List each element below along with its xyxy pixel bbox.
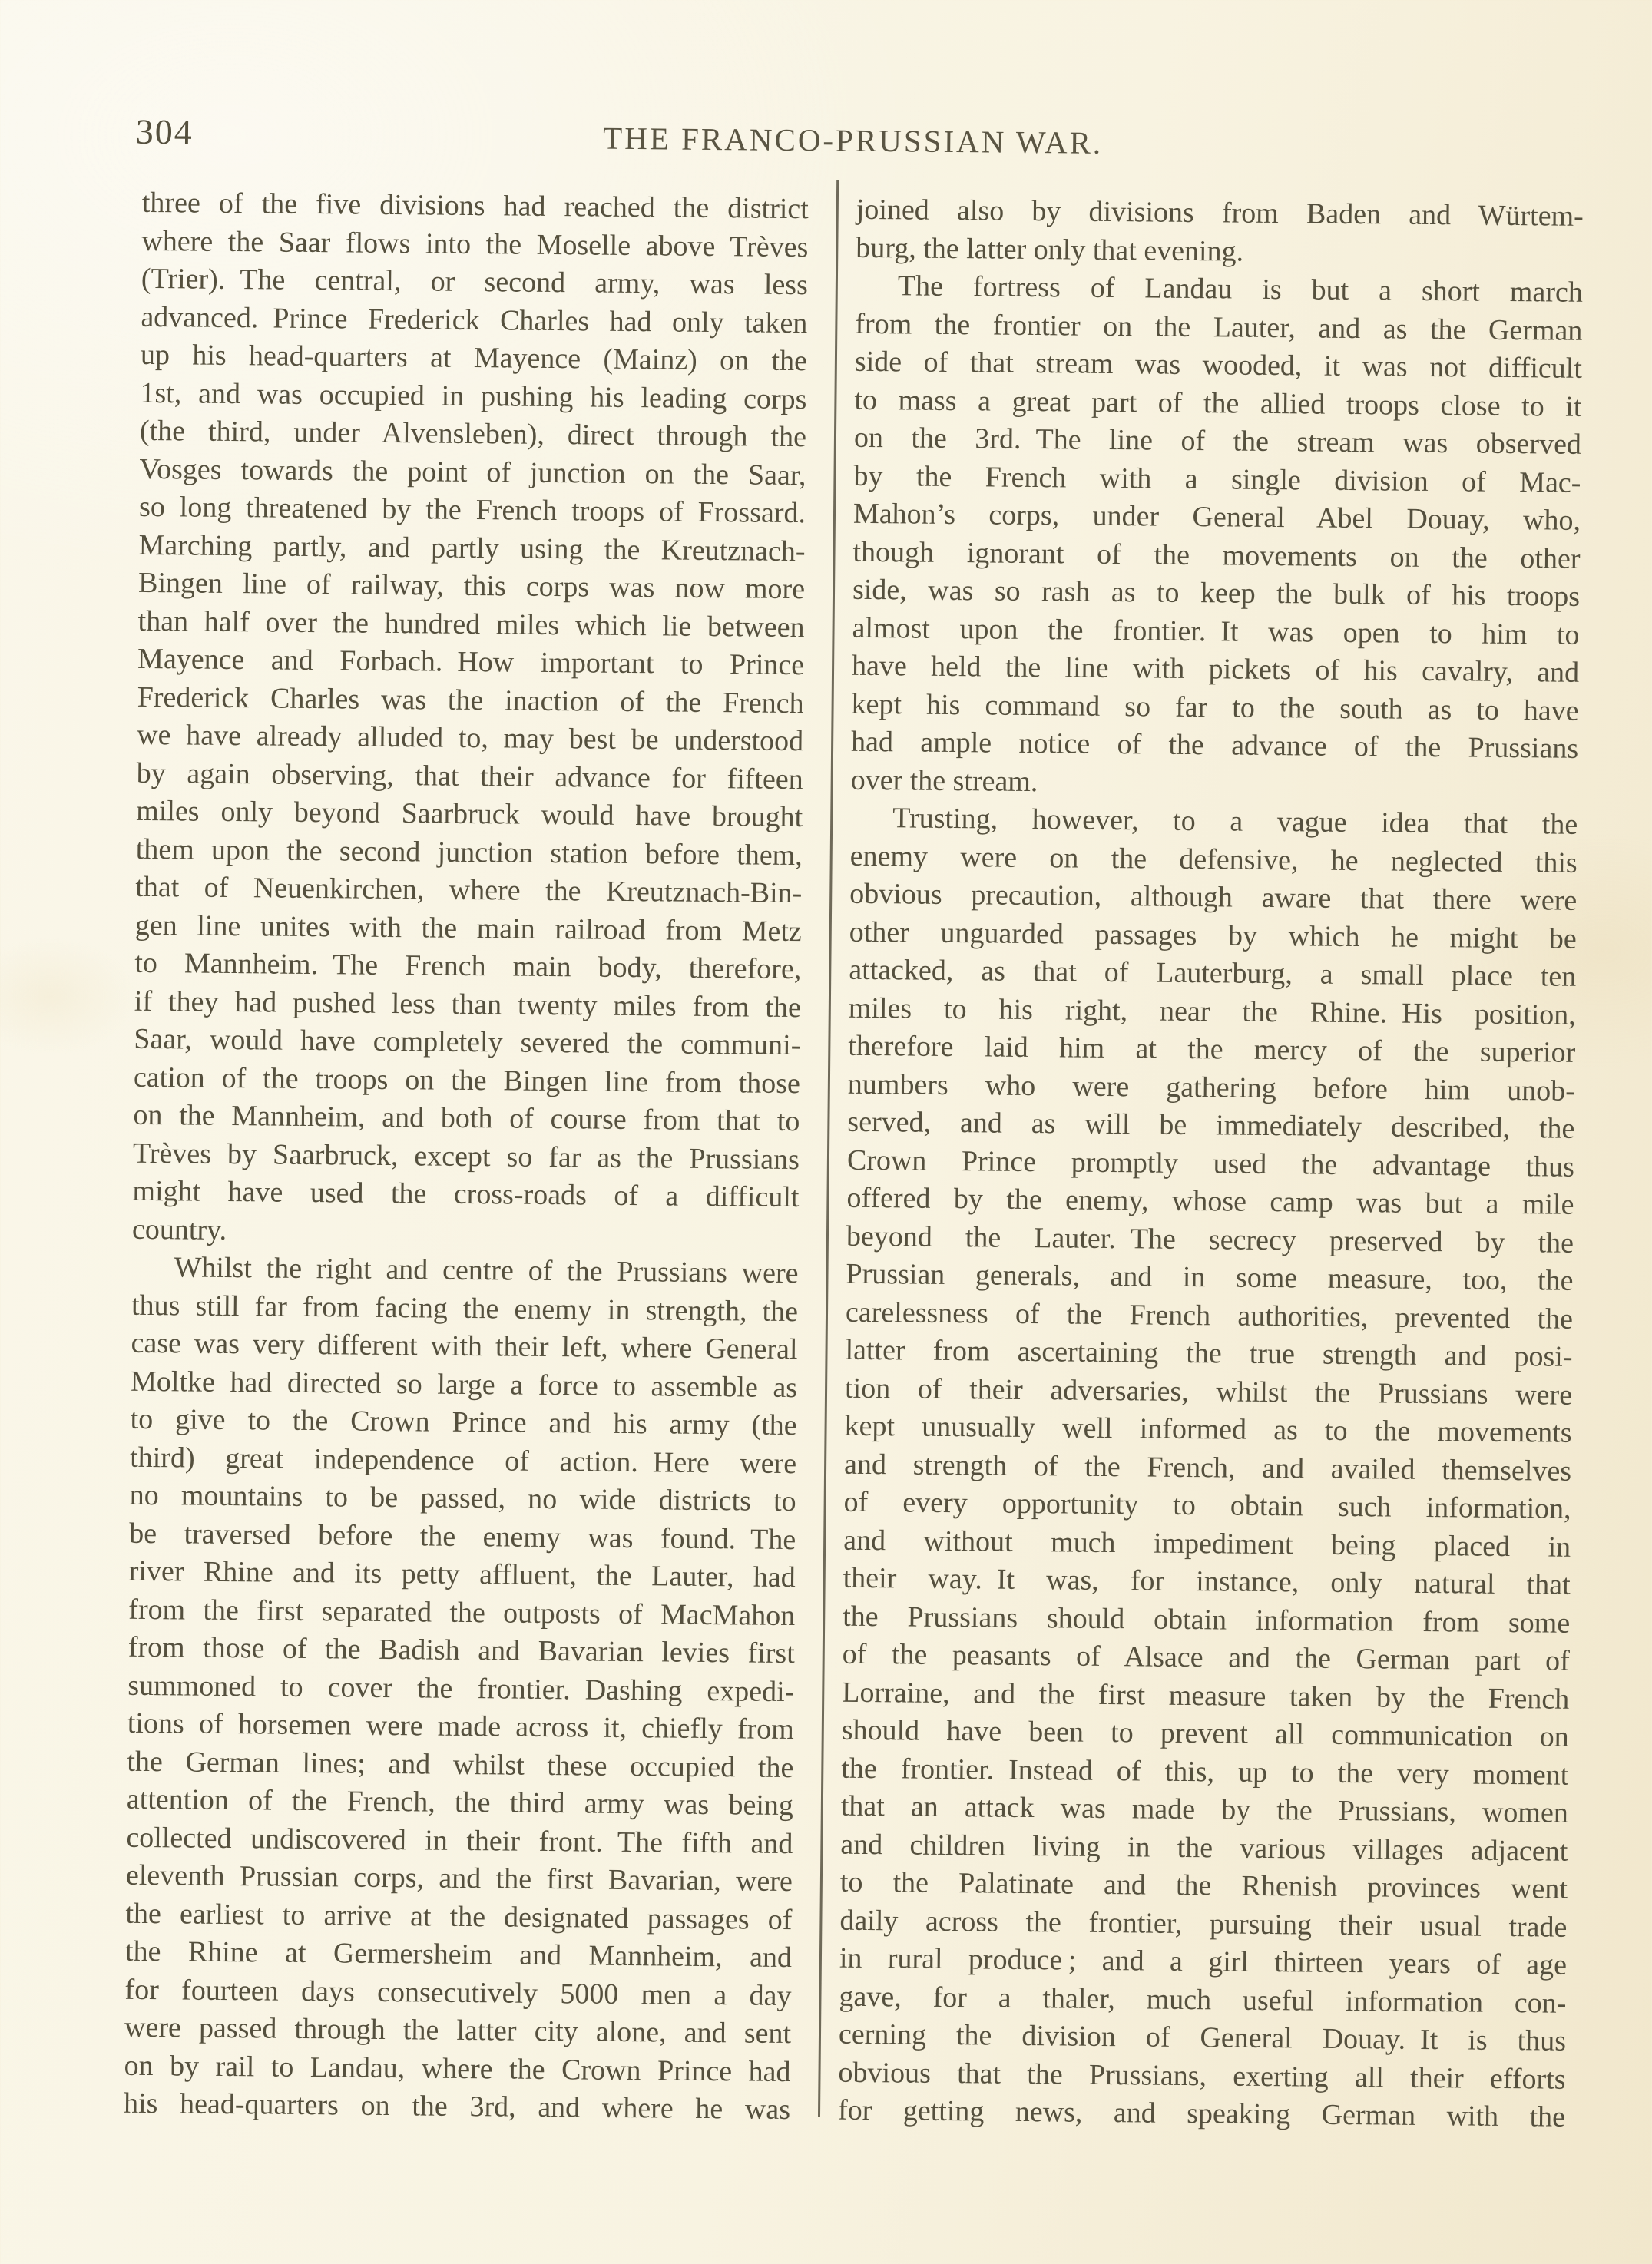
text-line: and without much impediment being placed in bbox=[843, 1524, 1571, 1564]
text-line: and children living in the various villages adjacent bbox=[840, 1828, 1568, 1868]
text-line: to the Palatinate and the Rhenish provinces went bbox=[839, 1865, 1568, 1905]
text-line: joined also by divisions from Baden and Würtem- bbox=[856, 193, 1584, 233]
column-right bbox=[838, 191, 1584, 2137]
text-line: gave, for a thaler, much useful information con- bbox=[839, 1980, 1567, 2020]
text-line: gen line unites with the main railroad from Metz bbox=[134, 909, 802, 948]
text-line: be traversed before the enemy was found. The bbox=[129, 1517, 796, 1556]
text-line: burg, the latter only that evening. bbox=[856, 231, 1244, 268]
text-line: carelessness of the French authorities, prevented the bbox=[845, 1296, 1574, 1336]
text-line: side of that stream was wooded, it was not difficult bbox=[854, 345, 1583, 385]
text-line: the Prussians should obtain information from some bbox=[843, 1600, 1571, 1640]
text-line: Mayence and Forbach. How important to Prince bbox=[137, 642, 805, 682]
text-line: the frontier. Instead of this, up to the very moment bbox=[841, 1752, 1569, 1792]
text-line: offered by the enemy, whose camp was but a mile bbox=[846, 1181, 1574, 1221]
text-line: the German lines; and whilst these occupied the bbox=[127, 1745, 794, 1784]
text-line: than half over the hundred miles which lie between bbox=[137, 604, 805, 644]
text-line: advanced. Prince Frederick Charles had only taken bbox=[141, 300, 808, 339]
text-line: side, was so rash as to keep the bulk of his troops bbox=[852, 573, 1581, 613]
text-line: from those of the Badish and Bavarian levies first bbox=[127, 1630, 795, 1670]
text-line: Vosges towards the point of junction on the Saar, bbox=[139, 452, 806, 492]
text-line: have held the line with pickets of his cavalry, and bbox=[851, 649, 1580, 689]
text-line: miles only beyond Saarbruck would have brought bbox=[136, 794, 803, 834]
text-line: up his head-quarters at Mayence (Mainz) on the bbox=[140, 338, 808, 378]
text-line: on the Mannheim, and both of course from that to bbox=[133, 1098, 800, 1138]
text-line: his head-quarters on the 3rd, and where he was bbox=[123, 2087, 791, 2127]
text-line: no mountains to be passed, no wide districts to bbox=[129, 1478, 796, 1518]
text-line: miles to his right, near the Rhine. His position, bbox=[848, 991, 1577, 1031]
text-line: Marching partly, and partly using the Kreutznach- bbox=[138, 528, 806, 568]
text-line: country. bbox=[131, 1213, 227, 1246]
text-line: tion of their adversaries, whilst the Prussians were bbox=[844, 1372, 1573, 1412]
text-line: so long threatened by the French troops of Frossard. bbox=[138, 490, 806, 530]
text-line: Trèves by Saarbruck, except so far as the Prussians bbox=[132, 1137, 800, 1176]
text-line: three of the five divisions had reached the district bbox=[141, 186, 809, 226]
column-left bbox=[124, 184, 809, 2130]
text-line: kept unusually well informed as to the movements bbox=[844, 1409, 1572, 1449]
text-line: in rural produce ; and a girl thirteen years of age bbox=[839, 1941, 1568, 1981]
text-line: enemy were on the defensive, he neglected this bbox=[849, 839, 1578, 879]
text-line: tions of horsemen were made across it, chiefly from bbox=[127, 1706, 795, 1746]
text-line: Whilst the right and centre of the Prussians were bbox=[174, 1251, 799, 1290]
text-line: summoned to cover the frontier. Dashing expedi- bbox=[127, 1669, 795, 1708]
text-line: Crown Prince promptly used the advantage thus bbox=[846, 1144, 1575, 1183]
text-line: almost upon the frontier. It was open to him to bbox=[852, 611, 1580, 651]
text-line: though ignorant of the movements on the other bbox=[852, 535, 1581, 575]
text-line: cation of the troops on the Bingen line from those bbox=[133, 1061, 801, 1100]
text-line: 1st, and was occupied in pushing his leading corps bbox=[140, 376, 807, 415]
text-line: therefore laid him at the mercy of the superior bbox=[848, 1029, 1576, 1069]
text-line: to give to the Crown Prince and his army (the bbox=[130, 1402, 797, 1442]
text-line: their way. It was, for instance, only natural that bbox=[843, 1561, 1571, 1601]
text-line: daily across the frontier, pursuing their usual trade bbox=[839, 1904, 1568, 1944]
page-number: 304 bbox=[135, 111, 194, 152]
text-line: Lorraine, and the first measure taken by the French bbox=[842, 1676, 1570, 1716]
text-line: attention of the French, the third army was being bbox=[126, 1782, 794, 1822]
running-head: THE FRANCO-PRUSSIAN WAR. bbox=[602, 120, 1104, 161]
text-line: for fourteen days consecutively 5000 men a day bbox=[124, 1973, 792, 2012]
text-line: collected undiscovered in their front. The fifth and bbox=[126, 1821, 793, 1860]
text-line: on by rail to Landau, where the Crown Prince had bbox=[124, 2049, 791, 2088]
text-line: from the first separated the outposts of MacMahon bbox=[128, 1593, 796, 1632]
text-line: Mahon’s corps, under General Abel Douay, who, bbox=[852, 497, 1581, 537]
text-line: had ample notice of the advance of the Prussians bbox=[850, 725, 1579, 765]
text-line: Moltke had directed so large a force to assemble as bbox=[130, 1365, 798, 1404]
text-line: we have already alluded to, may best be understood bbox=[137, 718, 804, 758]
text-line: to mass a great part of the allied troops close to it bbox=[854, 383, 1582, 423]
text-line: The fortress of Landau is but a short march bbox=[897, 270, 1584, 309]
text-line: the earliest to arrive at the designated passages of bbox=[125, 1897, 793, 1936]
text-line: that of Neuenkirchen, where the Kreutznach-Bin- bbox=[135, 870, 803, 910]
text-line: if they had pushed less than twenty miles from the bbox=[134, 985, 802, 1024]
text-line: from the frontier on the Lauter, and as the German bbox=[855, 307, 1583, 347]
text-line: them upon the second junction station before them, bbox=[135, 832, 803, 872]
text-line: attacked, as that of Lauterburg, a small place ten bbox=[849, 953, 1577, 993]
text-line: to Mannheim. The French main body, therefore, bbox=[134, 946, 802, 986]
text-line: Trusting, however, to a vague idea that the bbox=[892, 802, 1578, 841]
text-line: and strength of the French, and availed themselves bbox=[843, 1448, 1572, 1488]
text-line: thus still far from facing the enemy in strength, the bbox=[131, 1289, 799, 1328]
text-line: that an attack was made by the Prussians, women bbox=[840, 1789, 1569, 1829]
text-line: cerning the division of General Douay. It is thus bbox=[838, 2017, 1567, 2057]
text-line: by the French with a single division of Mac- bbox=[853, 459, 1581, 499]
text-line: Frederick Charles was the inaction of the French bbox=[137, 680, 804, 720]
text-line: third) great independence of action. Here were bbox=[129, 1441, 797, 1480]
text-line: for getting news, and speaking German with the bbox=[837, 2094, 1566, 2133]
text-line: Bingen line of railway, this corps was now more bbox=[137, 566, 806, 606]
text-line: beyond the Lauter. The secrecy preserved by the bbox=[846, 1220, 1574, 1259]
text-line: of every opportunity to obtain such information, bbox=[843, 1485, 1571, 1525]
text-line: eleventh Prussian corps, and the first Bavarian, were bbox=[125, 1859, 793, 1898]
text-line: should have been to prevent all communication on bbox=[841, 1713, 1569, 1753]
text-line: by again observing, that their advance for fifteen bbox=[136, 756, 803, 796]
text-line: Prussian generals, and in some measure, too, the bbox=[846, 1257, 1574, 1297]
text-line: river Rhine and its petty affluent, the Lauter, had bbox=[128, 1554, 796, 1594]
text-line: other unguarded passages by which he might be bbox=[849, 915, 1577, 955]
text-line: Saar, would have completely severed the communi- bbox=[134, 1022, 801, 1062]
text-line: might have used the cross-roads of a difficult bbox=[132, 1174, 800, 1214]
text-line: numbers who were gathering before him unob- bbox=[847, 1067, 1576, 1107]
text-line: of the peasants of Alsace and the German part of bbox=[842, 1637, 1570, 1677]
column-divider-rule bbox=[818, 180, 839, 2117]
text-line: obvious precaution, although aware that there were bbox=[849, 877, 1578, 917]
text-line: on the 3rd. The line of the stream was observed bbox=[853, 421, 1582, 461]
text-line: (the third, under Alvensleben), direct through the bbox=[139, 414, 807, 454]
text-line: (Trier). The central, or second army, was less bbox=[141, 262, 809, 302]
text-line: served, and as will be immediately described, the bbox=[847, 1105, 1575, 1145]
text-line: where the Saar flows into the Moselle above Trèves bbox=[141, 224, 809, 263]
text-line: the Rhine at Germersheim and Mannheim, and bbox=[124, 1935, 793, 1974]
text-line: latter from ascertaining the true strength and posi- bbox=[845, 1333, 1573, 1373]
text-line: obvious that the Prussians, exerting all their efforts bbox=[838, 2056, 1566, 2096]
text-line: case was very different with their left, where General bbox=[131, 1326, 798, 1366]
text-line: kept his command so far to the south as to have bbox=[851, 687, 1579, 727]
text-line: were passed through the latter city alone, and sent bbox=[124, 2011, 792, 2051]
text-line: over the stream. bbox=[850, 763, 1038, 798]
